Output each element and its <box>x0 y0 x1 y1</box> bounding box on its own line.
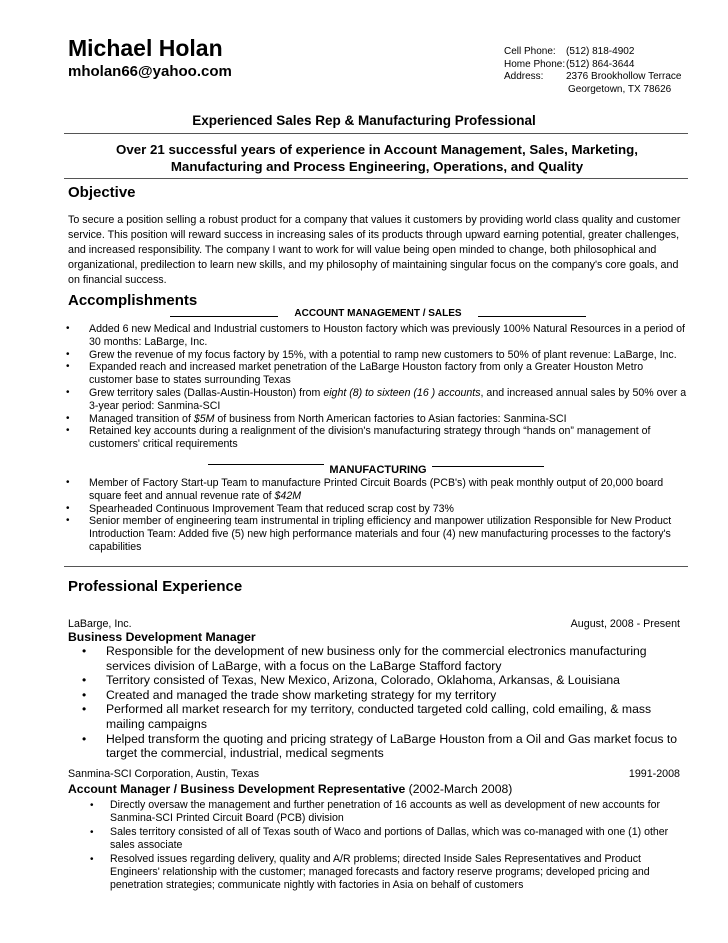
summary: Over 21 successful years of experience in Account Management, Sales, Marketing, Manufacturing and Process Engineering, Operations, and Quality <box>116 142 638 174</box>
mfg-rule-left <box>208 464 324 465</box>
bullet-icon: • <box>66 386 70 398</box>
sales-rule-left <box>170 316 278 317</box>
list-item <box>68 853 688 893</box>
list-item-text: Retained key accounts during a realignment of the division's manufacturing strategy through “hands on” management of customers' critical requirements <box>89 425 651 451</box>
list-item-text: Expanded reach and increased market penetration of the LaBarge Houston factory from only a Greater Houston Metro customer base to states surrounding Texas <box>89 361 644 387</box>
bullet-icon: • <box>66 412 70 424</box>
contact-block <box>504 46 681 96</box>
list-item-text: Spearheaded Continuous Improvement Team that reduced scrap cost by 73% <box>89 502 454 515</box>
cell-label: Cell Phone: <box>504 46 556 57</box>
bullet-icon: • <box>66 323 70 334</box>
job2-company: Sanmina-SCI Corporation, Austin, Texas <box>68 768 260 780</box>
list-item-text: Directly oversaw the management and further penetration of 16 accounts as well as development of new accounts for Sanmina-SCI Printed Circuit Board (PCB) division <box>110 799 661 825</box>
mfg-list <box>66 477 688 554</box>
list-item-text: of business from North American factories to Asian factories: Sanmina-SCI <box>214 412 567 425</box>
sales-list <box>66 323 688 451</box>
list-item <box>68 799 688 826</box>
job2-title <box>68 782 512 796</box>
list-item-text: Added 6 new Medical and Industrial customers to Houston factory which was previously 100% Natural Resources in a period of 30 months: LaBarge, Inc. <box>89 323 685 348</box>
cell-value: (512) 818-4902 <box>566 46 635 57</box>
bullet-icon: • <box>82 731 87 746</box>
list-item <box>68 673 678 688</box>
list-item <box>66 425 688 451</box>
job2-title-text: Account Manager / Business Development Representative <box>68 782 406 796</box>
accomplishments-heading: Accomplishments <box>68 292 198 309</box>
divider-experience <box>64 566 688 567</box>
list-item-text: $5M <box>193 412 215 425</box>
home-value: (512) 864-3644 <box>566 58 635 70</box>
candidate-email: mholan66@yahoo.com <box>68 63 232 80</box>
list-item-text: Sales territory consisted of all of Texas south of Waco and portions of Dallas, which was co-managed with one (1) other sales associate <box>110 825 669 852</box>
bullet-icon: • <box>90 826 94 838</box>
bullet-icon: • <box>90 853 94 865</box>
list-item-text: Managed transition of <box>89 412 194 425</box>
objective-heading: Objective <box>68 184 136 201</box>
job1-title-text: Business Development Manager <box>68 630 256 644</box>
tagline: Experienced Sales Rep & Manufacturing Professional <box>192 113 536 128</box>
address-line2: Georgetown, TX 78626 <box>568 83 672 95</box>
job1-dates: August, 2008 - Present <box>570 618 680 630</box>
list-item <box>68 702 678 731</box>
experience-heading: Professional Experience <box>68 578 243 595</box>
bullet-icon: • <box>66 502 70 514</box>
bullet-icon: • <box>66 477 70 488</box>
divider-summary <box>64 178 688 179</box>
bullet-icon: • <box>82 702 87 717</box>
job1-list <box>68 644 678 761</box>
list-item <box>68 688 678 703</box>
list-item <box>66 361 688 387</box>
bullet-icon: • <box>66 361 70 373</box>
bullet-icon: • <box>66 348 70 360</box>
bullet-icon: • <box>82 687 87 702</box>
divider-top <box>64 133 688 134</box>
list-item <box>66 503 688 516</box>
sales-rule-right <box>478 316 586 317</box>
list-item-text: Resolved issues regarding delivery, quality and A/R problems; directed Inside Sales Representatives and Product Engineers' relationship with the customer; managed forecasts and factory reserve programs; developed pricing and penetration strategies; communicate nightly with factories in Asia on behalf of customers <box>110 852 650 892</box>
list-item <box>66 413 688 426</box>
list-item <box>68 826 688 853</box>
job2-dates: 1991-2008 <box>628 768 680 780</box>
list-item-text: Senior member of engineering team instrumental in tripling efficiency and manpower utilization Responsible for New Product Introduction Team: Added five (5) new high performance materials and four (4) new manufacturing processes to the factory's capabilities <box>89 515 672 553</box>
list-item-text: , and increased annual sales by 50% over a 3-year period: Sanmina-SCI <box>89 386 687 412</box>
home-label: Home Phone: <box>504 58 566 70</box>
list-item-text: Grew territory sales (Dallas-Austin-Houston) from <box>89 386 324 399</box>
list-item <box>66 387 688 413</box>
bullet-icon: • <box>66 425 70 437</box>
list-item-text: Grew the revenue of my focus factory by 15%, with a potential to ramp new customers to 50% of plant revenue: LaBarge, Inc. <box>89 348 677 361</box>
list-item-text: Member of Factory Start-up Team to manufacture Printed Circuit Boards (PCB's) with peak monthly output of 20,000 board square feet and annual revenue rate of <box>89 477 664 502</box>
job2-list <box>68 799 688 893</box>
list-item-text: Created and managed the trade show marketing strategy for my territory <box>106 687 497 702</box>
list-item-text: $42M <box>274 489 302 502</box>
job2-header <box>68 768 680 780</box>
list-item-text: Performed all market research for my territory, conducted targeted cold calling, cold emailing, & mass mailing campaigns <box>106 702 652 731</box>
candidate-name: Michael Holan <box>68 35 223 61</box>
job2-title-suffix: (2002-March 2008) <box>405 782 513 796</box>
address-label: Address: <box>504 71 544 82</box>
mfg-rule-right <box>432 466 544 467</box>
bullet-icon: • <box>66 515 70 527</box>
mfg-subheading: MANUFACTURING <box>329 464 427 476</box>
objective-text: To secure a position selling a robust product for a company that values it customers by providing world class quality and customer service. This position will reward success in increasing sales of its products through upward earning potential, greater challenges, and increased responsibility. The company I want to work for will value being open minded to change, both philosophical and organizational, predilection to learn new skills, and my philosophy of maintaining singular focus on the company's core goals, and on financial success. <box>68 214 681 286</box>
list-item <box>66 515 688 553</box>
list-item <box>66 323 688 349</box>
job1-company: LaBarge, Inc. <box>68 618 132 630</box>
list-item-text: Helped transform the quoting and pricing strategy of LaBarge Houston from a Oil and Gas market focus to target the commercial, industrial, medical segments <box>106 731 678 761</box>
list-item <box>68 732 678 761</box>
list-item-text: Responsible for the development of new business only for the commercial electronics manufacturing services division of LaBarge, with a focus on the LaBarge Stafford factory <box>106 644 647 673</box>
list-item-text: eight (8) to sixteen (16 ) accounts <box>323 386 481 399</box>
list-item-text: Territory consisted of Texas, New Mexico, Arizona, Colorado, Oklahoma, Arkansas, & Louisiana <box>106 673 620 688</box>
address-line1: 2376 Brookhollow Terrace <box>566 71 682 82</box>
bullet-icon: • <box>82 673 87 688</box>
sales-subheading: ACCOUNT MANAGEMENT / SALES <box>294 308 462 319</box>
bullet-icon: • <box>82 644 87 658</box>
job1-header <box>68 618 680 630</box>
list-item <box>66 349 688 362</box>
list-item <box>68 644 678 673</box>
job1-title <box>68 630 256 644</box>
list-item <box>66 477 688 503</box>
bullet-icon: • <box>90 800 94 811</box>
